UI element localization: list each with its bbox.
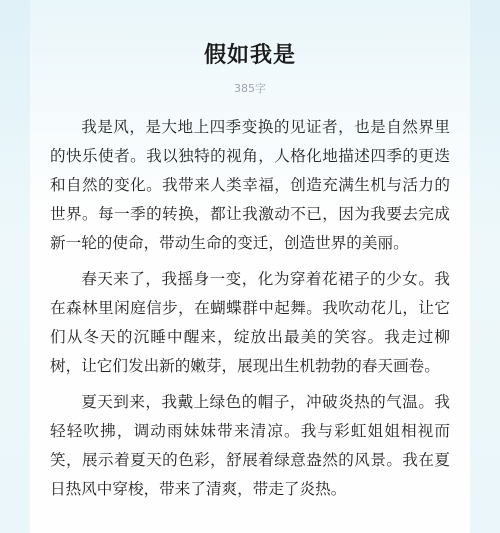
paragraph: 夏天到来，我戴上绿色的帽子，冲破炎热的气温。我轻轻吹拂，调动雨妹妹带来清凉。我与彩虹姐姐相视而笑，展示着夏天的色彩，舒展着绿意盎然的风景。我在夏日热风中穿梭，带来了清爽，带走了炎热。 bbox=[50, 393, 450, 498]
article-page bbox=[30, 0, 470, 533]
word-count: 385字 bbox=[234, 82, 266, 95]
article-body bbox=[50, 113, 450, 504]
article-title: 假如我是 bbox=[203, 43, 296, 68]
paragraph: 我是风，是大地上四季变换的见证者，也是自然界里的快乐使者。我以独特的视角，人格化地描述四季的更迭和自然的变化。我带来人类幸福，创造充满生机与活力的世界。每一季的转换，都让我激动不已，因为我要去完成新一轮的使命，带动生命的变迁，创造世界的美丽。 bbox=[50, 118, 450, 252]
paragraph: 春天来了，我摇身一变，化为穿着花裙子的少女。我在森林里闲庭信步，在蝴蝶群中起舞。我吹动花儿，让它们从冬天的沉睡中醒来，绽放出最美的笑容。我走过柳树，让它们发出新的嫩芽，展现出生机勃勃的春天画卷。 bbox=[50, 270, 450, 375]
